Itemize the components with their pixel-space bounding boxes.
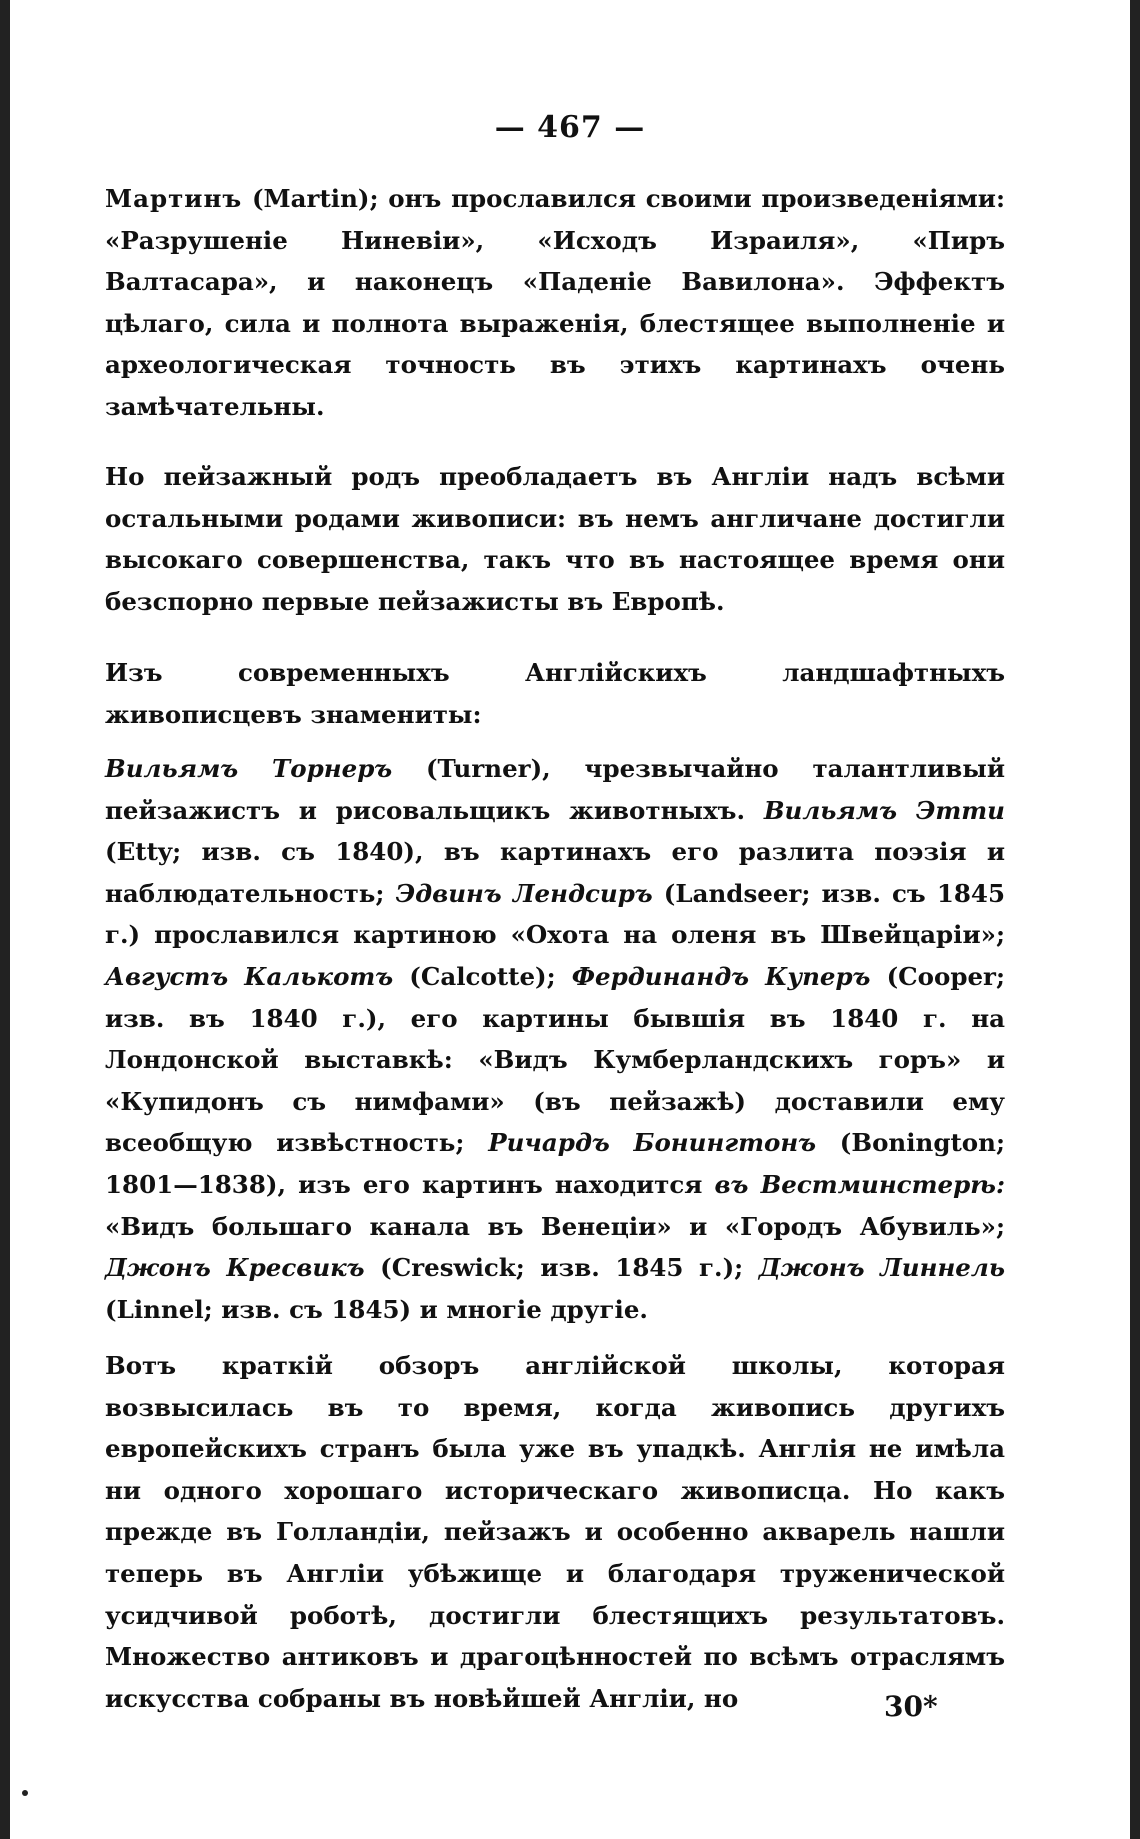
page-number: — 467 — — [494, 110, 646, 145]
paragraph-text: (Landseer; изв. съ 1845 г.) прославился картиною «Охота на оленя въ Швейцаріи»; — [105, 878, 1006, 950]
lead-word: Мартинъ — [105, 184, 243, 213]
scan-edge-right — [1130, 0, 1140, 1839]
paragraph-text: (Turner), чрезвычайно талантливый пейзажистъ и рисовальщикъ животныхъ. — [105, 754, 1005, 825]
paragraph-summary — [105, 1345, 1005, 1719]
painter-name: Вильямъ Торнеръ — [105, 754, 393, 783]
paragraph-text: (Martin); онъ прославился своими произведеніями: «Разрушеніе Ниневіи», «Исходъ Израиля», «Пиръ Валтасара», и наконецъ «Паденіе Вавилона». Эффектъ цѣлаго, сила и полнота выраженія, блестящее выполненіе и археологическая точность въ этихъ картинахъ очень замѣчательны. — [105, 184, 1005, 421]
painter-name: Джонъ Линнель — [758, 1253, 1005, 1283]
paragraph-painters — [105, 748, 1005, 1330]
paragraph-intro — [105, 652, 1005, 735]
painter-name: Ричардъ Бонингтонъ — [488, 1128, 817, 1158]
paragraph-text: Изъ современныхъ Англійскихъ ландшафтныхъ живописцевъ знамениты: — [105, 658, 1005, 729]
signature-mark: 30* — [884, 1690, 938, 1723]
paragraph-text: Вотъ краткій обзоръ англійской школы, которая возвысилась въ то время, когда живопись другихъ европейскихъ странъ была уже въ упадкѣ. Англія не имѣла ни одного хорошаго историческаго живописца. Но какъ прежде въ Голландіи, пейзажъ и особенно акварель нашли теперь въ Англіи убѣжище и благодаря труженической усидчивой роботѣ, достигли блестящихъ результатовъ. Множество антиковъ и драгоцѣнностей по всѣмъ отраслямъ искусства собраны въ новѣйшей Англіи, но — [105, 1351, 1005, 1713]
paragraph-text: (Cooper; изв. въ 1840 г.), его картины бывшія въ 1840 г. на Лондонской выставкѣ: «Видъ Кумберландскихъ горъ» и «Купидонъ съ нимфами» (въ пейзажѣ) доставили ему всеобщую извѣстность; — [105, 961, 1006, 1158]
paragraph-text: (Etty; изв. съ 1840), въ картинахъ его разлита поэзія и наблюдательность; — [105, 837, 1005, 908]
painter-name: Фердинандъ Куперъ — [571, 961, 871, 991]
paragraph-text: (Calcotte); — [393, 961, 572, 991]
paragraph-martin — [105, 178, 1005, 428]
scan-speck — [22, 1790, 28, 1796]
painter-name: Эдвинъ Лендсиръ — [395, 878, 653, 908]
location-name: въ Вестминстерѣ: — [714, 1169, 1006, 1199]
paragraph-text: (Bonington; 1801—1838), изъ его картинъ находится — [105, 1128, 1005, 1199]
painter-name: Вильямъ Этти — [763, 795, 1005, 825]
paragraph-text: (Creswick; изв. 1845 г.); — [364, 1253, 759, 1283]
paragraph-landscape — [105, 456, 1005, 622]
painter-name: Джонъ Кресвикъ — [105, 1253, 365, 1283]
painter-name: Августъ Калькотъ — [105, 961, 394, 991]
paragraph-text: (Linnel; изв. съ 1845) и многіе другіе. — [105, 1294, 648, 1324]
paragraph-text: «Видъ большаго канала въ Венеціи» и «Городъ Абувиль»; — [105, 1211, 1005, 1241]
paragraph-text: Но пейзажный родъ преобладаетъ въ Англіи надъ всѣми остальными родами живописи: въ немъ англичане достигли высокаго совершенства, такъ что въ настоящее время они безспорно первые пейзажисты въ Европѣ. — [105, 462, 1005, 616]
scan-edge-left — [0, 0, 10, 1839]
